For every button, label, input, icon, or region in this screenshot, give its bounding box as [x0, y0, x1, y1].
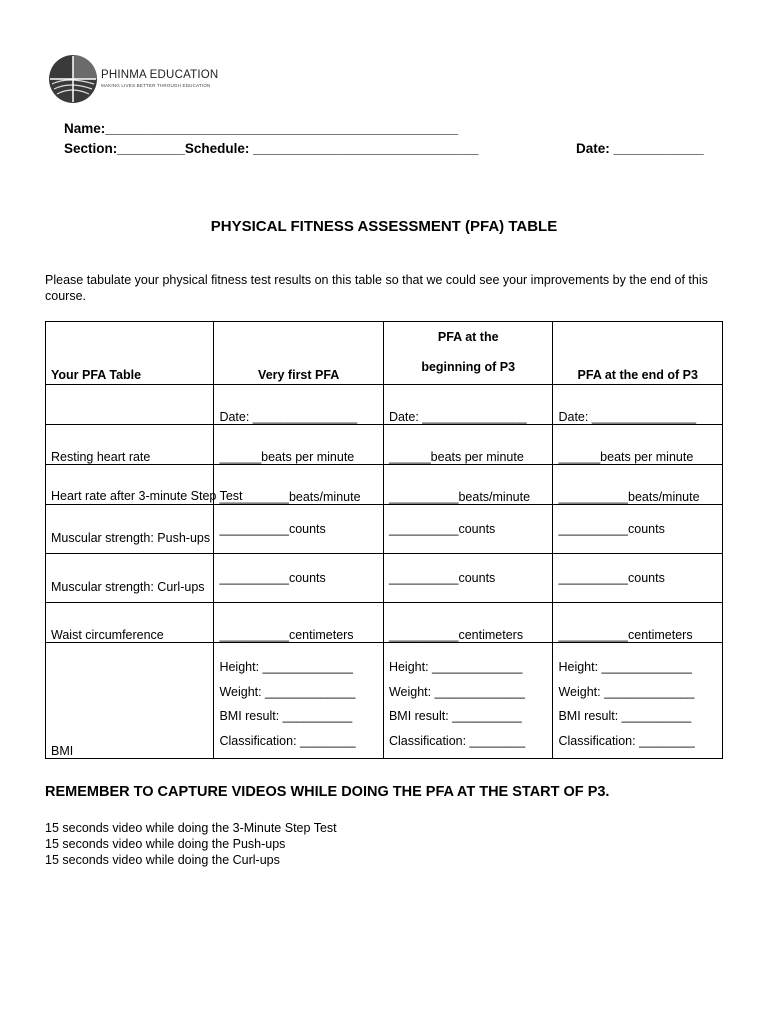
pushups-first[interactable]: __________counts	[214, 505, 384, 554]
pushups-end[interactable]: __________counts	[553, 505, 723, 554]
bmi-height[interactable]: Height: _____________	[388, 660, 523, 674]
date-field[interactable]: Date: ____________	[576, 141, 704, 156]
date-cell-end[interactable]: Date: _______________	[553, 385, 723, 425]
date-cell-beginning[interactable]: Date: _______________	[383, 385, 553, 425]
bmi-height[interactable]: Height: _____________	[219, 660, 353, 674]
section-schedule-field[interactable]: Section:_________Schedule: ______________________________	[64, 141, 479, 156]
step-test-end[interactable]: __________beats/minute	[553, 465, 723, 505]
pfa-table	[45, 321, 723, 759]
pushups-beginning[interactable]: __________counts	[383, 505, 553, 554]
date-label-cell	[46, 385, 214, 425]
header-beginning-line1: PFA at the	[437, 330, 499, 344]
brand-name: PHINMA EDUCATION	[101, 69, 219, 81]
bmi-weight[interactable]: Weight: _____________	[558, 684, 695, 699]
bmi-weight[interactable]: Weight: _____________	[388, 684, 525, 699]
row-label: Resting heart rate	[46, 425, 214, 465]
header-end-p3: PFA at the end of P3	[553, 322, 723, 385]
bmi-classification[interactable]: Classification: ________	[219, 733, 356, 748]
curlups-end[interactable]: __________counts	[553, 554, 723, 603]
date-cell-first[interactable]: Date: _______________	[214, 385, 384, 425]
header-beginning-p3	[383, 322, 553, 385]
waist-end[interactable]: __________centimeters	[553, 603, 723, 643]
table-row-bmi	[46, 643, 723, 759]
header-very-first: Very first PFA	[214, 322, 384, 385]
bmi-classification[interactable]: Classification: ________	[558, 733, 695, 748]
table-header-row	[46, 322, 723, 385]
intro-text: Please tabulate your physical fitness test results on this table so that we could see your improvements by the end of this course.	[45, 273, 708, 303]
header-your-pfa: Your PFA Table	[46, 322, 214, 385]
list-item: 15 seconds video while doing the Push-ups	[45, 837, 286, 851]
table-row	[46, 465, 723, 505]
phinma-logo-icon	[48, 54, 98, 109]
step-test-first[interactable]: __________beats/minute	[214, 465, 384, 505]
resting-hr-end[interactable]: ______beats per minute	[553, 425, 723, 465]
header-beginning-line2: beginning of P3	[421, 360, 516, 374]
row-label: Waist circumference	[46, 603, 214, 643]
row-label: Muscular strength: Curl-ups	[46, 554, 214, 603]
bmi-cell-first	[214, 643, 384, 759]
waist-first[interactable]: __________centimeters	[214, 603, 384, 643]
bmi-cell-end	[553, 643, 723, 759]
bmi-weight[interactable]: Weight: _____________	[219, 684, 356, 699]
waist-beginning[interactable]: __________centimeters	[383, 603, 553, 643]
bmi-cell-beginning	[383, 643, 553, 759]
resting-hr-first[interactable]: ______beats per minute	[214, 425, 384, 465]
row-label: Heart rate after 3-minute Step Test	[46, 465, 214, 505]
brand-block	[101, 69, 218, 88]
page-title: PHYSICAL FITNESS ASSESSMENT (PFA) TABLE	[210, 218, 558, 235]
table-row	[46, 425, 723, 465]
resting-hr-beginning[interactable]: ______beats per minute	[383, 425, 553, 465]
list-item: 15 seconds video while doing the 3-Minute Step Test	[45, 821, 337, 835]
bmi-result[interactable]: BMI result: __________	[558, 709, 692, 723]
table-row-date	[46, 385, 723, 425]
list-item: 15 seconds video while doing the Curl-ups	[45, 853, 280, 867]
reminder-heading: REMEMBER TO CAPTURE VIDEOS WHILE DOING THE PFA AT THE START OF P3.	[45, 784, 610, 800]
step-test-beginning[interactable]: __________beats/minute	[383, 465, 553, 505]
bmi-result[interactable]: BMI result: __________	[219, 709, 353, 723]
table-row	[46, 554, 723, 603]
curlups-first[interactable]: __________counts	[214, 554, 384, 603]
table-row	[46, 603, 723, 643]
video-notes	[45, 820, 337, 868]
bmi-height[interactable]: Height: _____________	[558, 660, 692, 674]
table-row	[46, 505, 723, 554]
curlups-beginning[interactable]: __________counts	[383, 554, 553, 603]
row-label: BMI	[46, 643, 214, 759]
bmi-classification[interactable]: Classification: ________	[388, 733, 526, 748]
bmi-result[interactable]: BMI result: __________	[388, 709, 522, 723]
name-field[interactable]: Name:_______________________________________________	[64, 121, 459, 136]
brand-tagline: MAKING LIVES BETTER THROUGH EDUCATION	[101, 83, 211, 88]
row-label: Muscular strength: Push-ups	[46, 505, 214, 554]
